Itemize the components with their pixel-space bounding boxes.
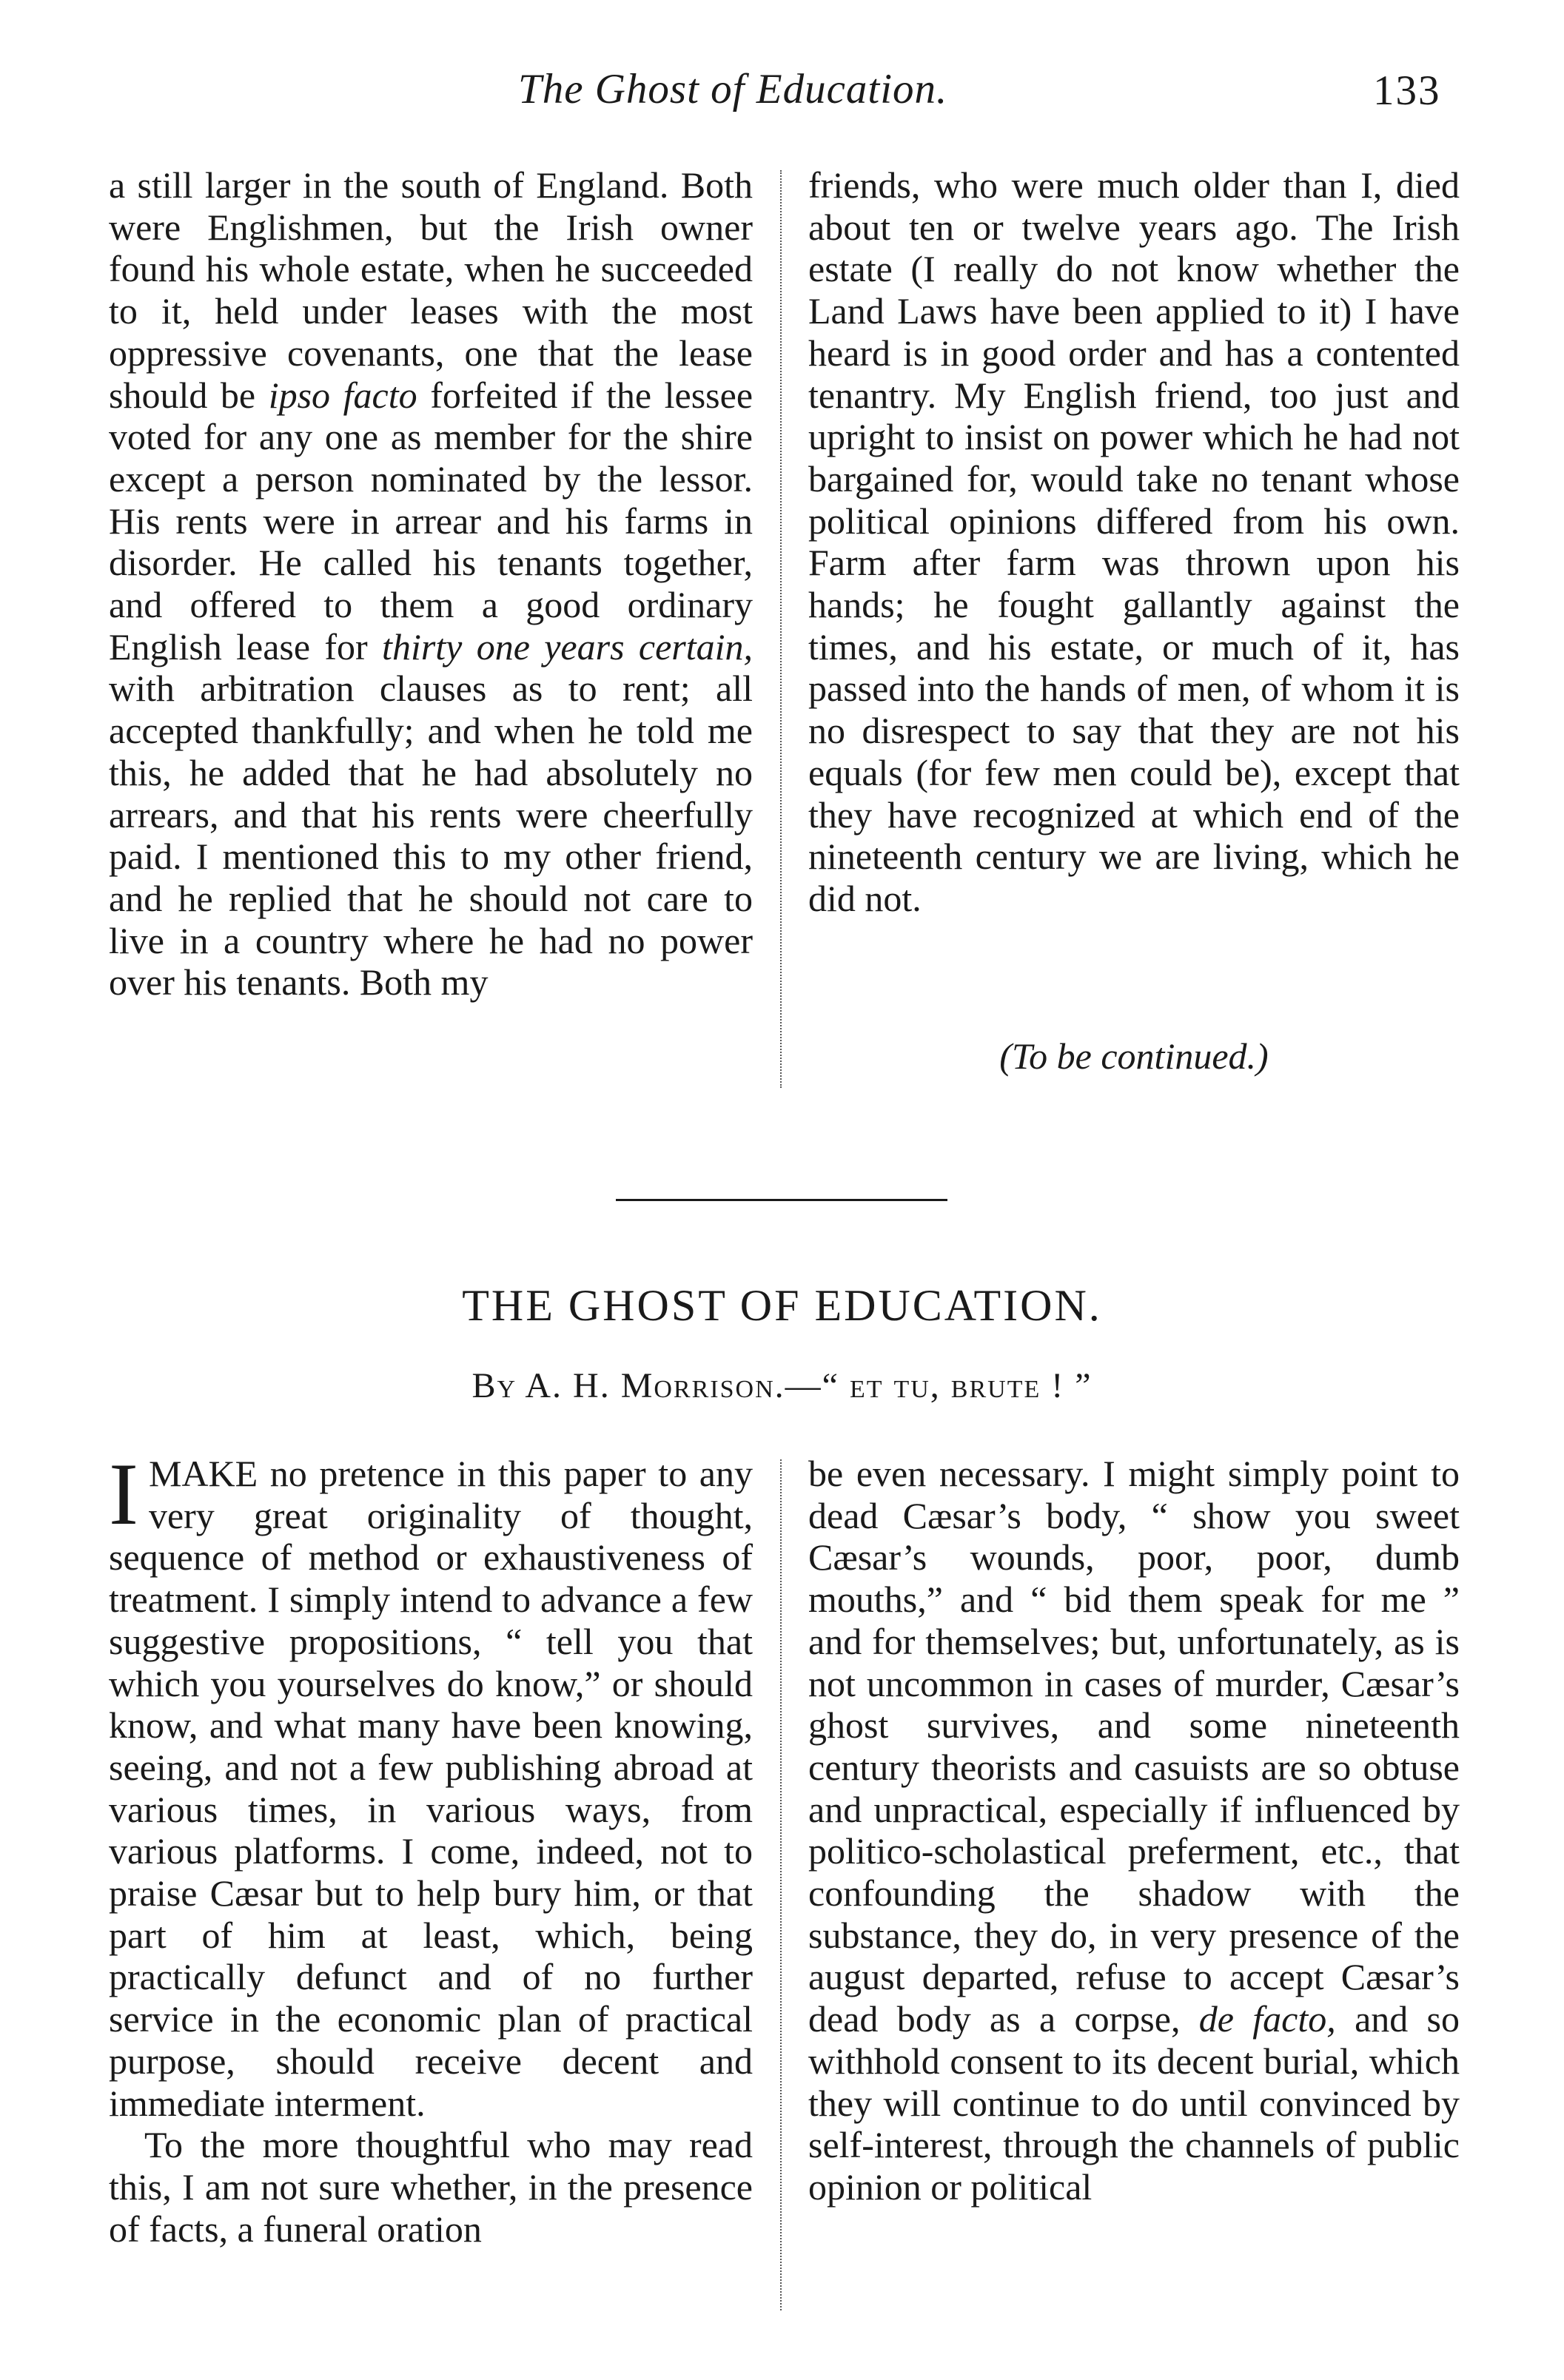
page-number: 133 <box>1373 67 1441 114</box>
author: By A. H. Morrison. <box>471 1366 785 1405</box>
running-title: The Ghost of Education. <box>518 66 948 112</box>
italic-term: de facto, <box>1198 1998 1336 2040</box>
paragraph: To the more thoughtful who may read this, I am not sure whether, in the presence of facts, a funeral oration <box>109 2124 753 2250</box>
article-title: THE GHOST OF EDUCATION. <box>462 1281 1102 1330</box>
column-divider <box>780 170 782 1088</box>
epigraph: —“ et tu, brute ! ” <box>785 1366 1093 1405</box>
to-be-continued: (To be continued.) <box>999 1035 1269 1077</box>
column-left-top <box>109 164 753 1004</box>
text-run: forfeited if the lessee voted for any one as member for the shire except a person nominated by the lessor. His rents were in arrear and his farms in disorder. He called his tenants together, and offered to them a good ordinary English lease for <box>109 374 754 668</box>
section-separator <box>616 1199 947 1201</box>
running-head <box>0 65 1564 124</box>
column-divider <box>780 1459 782 2310</box>
text-run: MAKE no pretence in this paper to any very great originality of thought, sequence of method or exhaustiveness of treatment. I simply intend to advance a few suggestive propositions, “ tell you that which you yourselves do know,” or should know, and what many have been knowing, seeing, and not a few publishing abroad at various times, in various ways, from various platforms. I come, indeed, not to praise Cæsar but to help bury him, or that part of him at least, which, being practically defunct and of no further service in the economic plan of practical purpose, should receive decent and immediate interment. <box>109 1453 753 2124</box>
text-run: be even necessary. I might simply point to dead Cæsar’s body, “ show you sweet Cæsar’s wounds, poor, poor, dumb mouths,” and “ bid them speak for me ” and for themselves; but, unfortunately, as is not uncommon in cases of murder, Cæsar’s ghost survives, and some nineteenth century theorists and casuists are so obtuse and unpractical, especially if influenced by politico-scholastical preferment, etc., that confounding the shadow with the substance, they do, in very presence of the august departed, refuse to accept Cæsar’s dead body as a corpse, <box>808 1453 1460 2040</box>
text-run: and so withhold consent to its decent burial, which they will continue to do until convinced by self-interest, through the channels of public opinion or political <box>808 1998 1460 2208</box>
column-right-bottom <box>808 1453 1460 2208</box>
paragraph <box>109 164 753 1004</box>
text-run: a still larger in the south of England. Both were Englishmen, but the Irish owner found his whole estate, when he succeeded to it, held under leases with the most oppressive covenants, one that the lease should be <box>109 164 753 416</box>
byline <box>0 1365 1564 1406</box>
italic-term: thirty one years certain, <box>382 625 754 668</box>
paragraph <box>808 1453 1460 2208</box>
drop-cap: I <box>109 1445 138 1543</box>
column-right-top <box>808 164 1460 920</box>
paragraph <box>109 1445 753 2124</box>
text-run: with arbitration clauses as to rent; all accepted thankfully; and when he told me this, he added that he had absolutely no arrears, and that his rents were cheerfully paid. I mentioned this to my other friend, and he replied that he should not care to live in a country where he had no power over his tenants. Both my <box>109 668 753 1004</box>
italic-term: ipso facto <box>268 374 417 416</box>
paragraph: friends, who were much older than I, died about ten or twelve years ago. The Irish estate (I really do not know whether the Land Laws have been applied to it) I have heard is in good order and has a contented tenantry. My English friend, too just and upright to insist on power which he had not bargained for, would take no tenant whose political opinions differed from his own. Farm after farm was thrown upon his hands; he fought gallantly against the times, and his estate, or much of it, has passed into the hands of men, of whom it is no disrespect to say that they are not his equals (for few men could be), except that they have recognized at which end of the nineteenth century we are living, which he did not. <box>808 164 1460 919</box>
column-left-bottom <box>109 1445 753 2250</box>
